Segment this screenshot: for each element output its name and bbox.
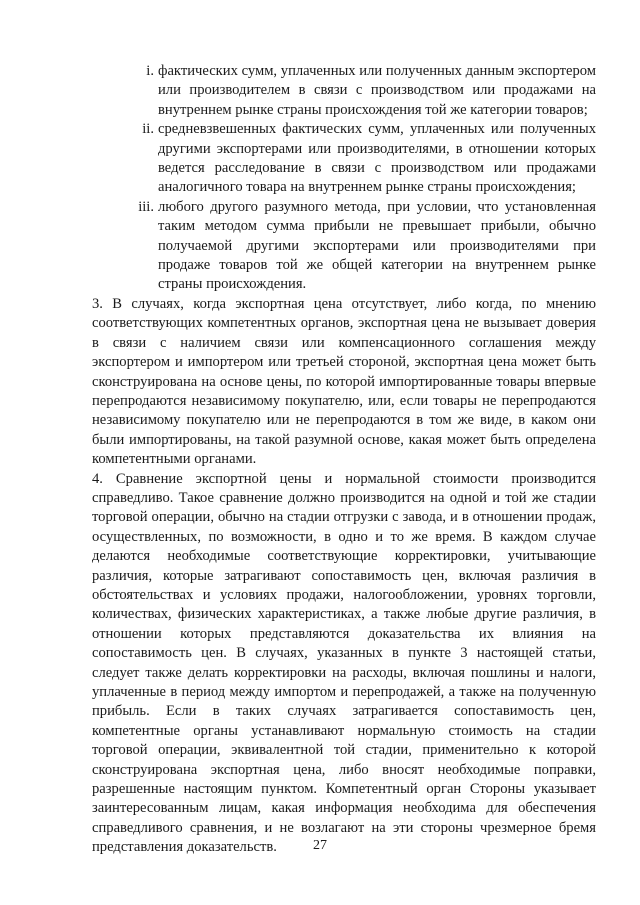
subitem-marker: ii. xyxy=(142,121,154,138)
subitem-i xyxy=(92,62,596,120)
subitem-ii xyxy=(92,120,596,198)
paragraph-4: 4. Сравнение экспортной цены и нормальной стоимости производится справедливо. Такое сравнение должно производится на одной и той же стадии торговой операции, обычно на стадии отгрузки с завода, и в отношении продаж, осуществленных, по возможности, в одно и то же время. В каждом случае делаются необходимые соответствующие корректировки, учитывающие различия, которые затрагивают сопоставимость цен, включая различия в обстоятельствах и условиях продажи, налогообложении, уровнях торговли, количествах, физических характеристиках, а также любые другие различия, в отношении которых представляются доказательства их влияния на сопоставимость цен. В случаях, указанных в пункте 3 настоящей статьи, следует также делать корректировки на расходы, включая пошлины и налоги, уплаченные в период между импортом и перепродажей, а также на полученную прибыль. Если в таких случаях затрагивается сопоставимость цен, компетентные органы устанавливают нормальную стоимость на стадии торговой операции, эквивалентной той стадии, применительно к которой сконструирована экспортная цена, либо вносят необходимые поправки, разрешенные настоящим пунктом. Компетентный орган Стороны указывает заинтересованным лицам, какая информация необходима для обеспечения справедливого сравнения, и не возлагают на эти стороны чрезмерное бремя представления доказательств. xyxy=(92,470,596,856)
paragraph-3: 3. В случаях, когда экспортная цена отсутствует, либо когда, по мнению соответствующих компетентных органов, экспортная цена не вызывает доверия в связи с наличием связи или компенсационного соглашения между экспортером и импортером или третьей стороной, экспортная цена может быть сконструирована на основе цены, по которой импортированные товары впервые перепродаются независимому покупателю, или, если товары не перепродаются независимому покупателю или не перепродаются в том же виде, в каком они были импортированы, на такой разумной основе, какая может быть определена компетентными органами. xyxy=(92,295,596,468)
page-content xyxy=(92,62,596,858)
subitem-text: фактических сумм, уплаченных или полученных данным экспортером или производителем в связи с производством или продажами на внутреннем рынке страны происхождения той же категории товаров; xyxy=(158,63,596,118)
subitem-iii xyxy=(92,198,596,295)
subitem-marker: i. xyxy=(146,63,154,79)
subitem-marker: iii. xyxy=(138,198,154,215)
subitem-text: средневзвешенных фактических сумм, уплаченных или полученных другими экспортерами или производителями, в отношении которых ведется расследование в связи с производством или продажами аналогичного товара на внутреннем рынке страны происхождения; xyxy=(158,121,596,196)
subitem-text: любого другого разумного метода, при условии, что установленная таким методом сумма прибыли не превышает прибыли, обычно получаемой другими экспортерами или производителями при продаже товаров той же общей категории на внутреннем рынке страны происхождения. xyxy=(158,198,596,293)
page-number: 27 xyxy=(313,838,327,853)
